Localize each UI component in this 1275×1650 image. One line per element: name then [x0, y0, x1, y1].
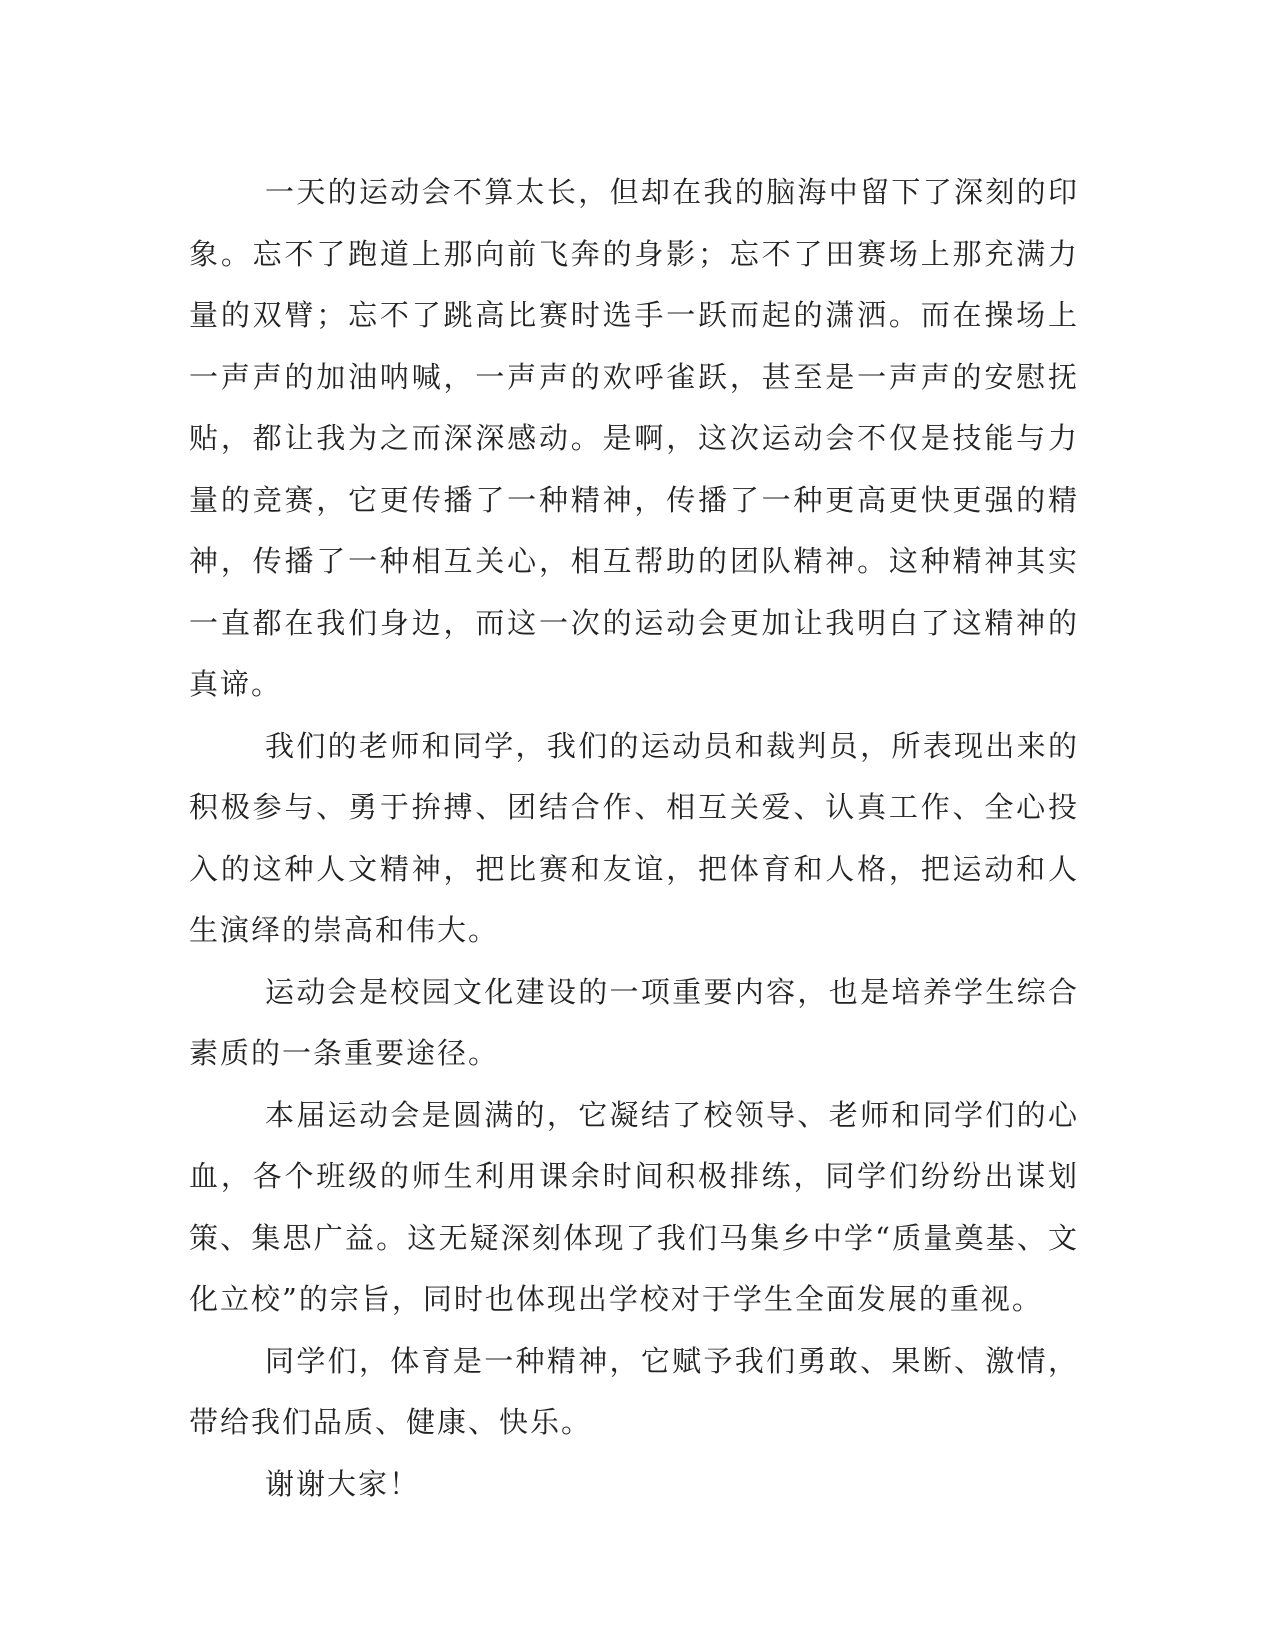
document-body	[189, 162, 1079, 1515]
paragraph-thanks: 谢谢大家！	[265, 1466, 421, 1501]
paragraph-campus-culture: 运动会是校园文化建设的一项重要内容，也是培养学生综合素质的一条重要途径。	[189, 974, 1079, 1070]
paragraph-sports-spirit: 同学们，体育是一种精神，它赋予我们勇敢、果断、激情，带给我们品质、健康、快乐。	[189, 1343, 1079, 1439]
paragraph-memories: 一天的运动会不算太长，但却在我的脑海中留下了深刻的印象。忘不了跑道上那向前飞奔的身影；忘不了田赛场上那充满力量的双臂；忘不了跳高比赛时选手一跃而起的潇洒。而在操场上一声声的加油呐喊，一声声的欢呼雀跃，甚至是一声声的安慰抚贴，都让我为之而深深感动。是啊，这次运动会不仅是技能与力量的竞赛，它更传播了一种精神，传播了一种更高更快更强的精神，传播了一种相互关心，相互帮助的团队精神。这种精神其实一直都在我们身边，而这一次的运动会更加让我明白了这精神的真谛。	[189, 175, 1079, 701]
paragraph-teachers-students: 我们的老师和同学，我们的运动员和裁判员，所表现出来的积极参与、勇于拚搏、团结合作、相互关爱、认真工作、全心投入的这种人文精神，把比赛和友谊，把体育和人格，把运动和人生演绎的崇高和伟大。	[189, 728, 1079, 947]
paragraph-successful-meet: 本届运动会是圆满的，它凝结了校领导、老师和同学们的心血，各个班级的师生利用课余时间积极排练，同学们纷纷出谋划策、集思广益。这无疑深刻体现了我们马集乡中学“质量奠基、文化立校”的宗旨，同时也体现出学校对于学生全面发展的重视。	[189, 1097, 1079, 1316]
